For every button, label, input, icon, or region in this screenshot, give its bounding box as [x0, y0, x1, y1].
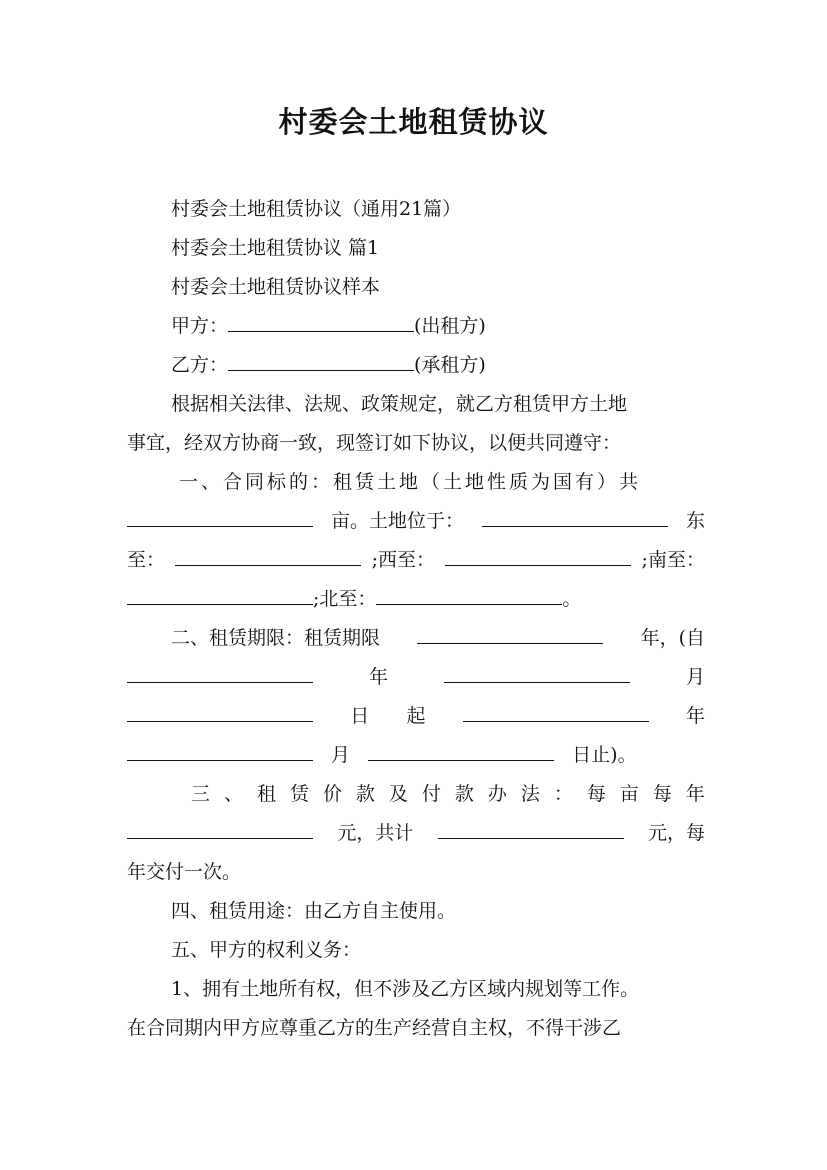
blank-field	[127, 504, 313, 527]
blank-field	[376, 582, 562, 605]
section-3-char: 三	[191, 783, 211, 805]
document-body	[127, 190, 705, 1048]
section-3-char: 法	[520, 783, 540, 805]
s2-day: 日	[350, 705, 370, 727]
blank-field	[127, 660, 313, 683]
section-3-char: 租	[256, 783, 276, 805]
s1-zhi: 至：	[127, 549, 166, 571]
blank-field	[445, 543, 631, 566]
blank-field	[127, 699, 313, 722]
section-3-char: 年	[685, 783, 705, 805]
section-1-line-3	[127, 541, 705, 580]
paragraph: 四、租赁用途：由乙方自主使用。	[171, 900, 457, 922]
section-3-char: ：	[553, 783, 573, 805]
section-2-line-4	[127, 736, 705, 775]
s3-yuan2: 元，每	[647, 822, 705, 844]
party-b-label: 乙方：	[171, 354, 229, 376]
section-3-line-2	[127, 814, 705, 853]
section-2-line-1	[127, 619, 705, 658]
s2-month2: 月	[331, 744, 351, 766]
paragraph: 在合同期内甲方应尊重乙方的生产经营自主权，不得干涉乙	[127, 1017, 622, 1039]
section-3-heading	[127, 775, 705, 814]
party-b-role: (承租方)	[414, 354, 486, 376]
section-3-char: 款	[355, 783, 375, 805]
paragraph: 村委会土地租赁协议（通用21篇）	[171, 198, 462, 220]
s3-yuan: 元，共计	[337, 822, 414, 844]
s2-year: 年	[368, 666, 388, 688]
section-3-char: 每	[586, 783, 606, 805]
blank-field	[368, 738, 554, 761]
paragraph: 1、拥有土地所有权，但不涉及乙方区域内规划等工作。	[171, 978, 640, 1000]
section-1-heading: 一、合同标的：租赁土地（土地性质为国有）共	[179, 471, 642, 493]
section-2-line-3	[127, 697, 705, 736]
section-3-char: 付	[421, 783, 441, 805]
s2-year2: 年	[685, 705, 705, 727]
paragraph: 村委会土地租赁协议 篇1	[171, 237, 380, 259]
document-title: 村委会土地租赁协议	[278, 105, 549, 139]
s1-east: 东	[685, 510, 705, 532]
paragraph: 事宜，经双方协商一致，现签订如下协议，以便共同遵守：	[127, 432, 622, 454]
section-3-char: 款	[454, 783, 474, 805]
section-3-char: 办	[487, 783, 507, 805]
s2-month: 月	[685, 666, 705, 688]
s2-a: 二、租赁期限：租赁期限	[171, 627, 381, 649]
section-3-char: 价	[322, 783, 342, 805]
blank-field	[463, 699, 649, 722]
party-a-role: (出租方)	[414, 315, 486, 337]
s1-mu: 亩。土地位于：	[330, 510, 464, 532]
section-3-char: 及	[388, 783, 408, 805]
party-a-label: 甲方：	[171, 315, 229, 337]
party-b-line	[127, 346, 705, 385]
section-1-line-4	[127, 580, 705, 619]
blank-field	[417, 621, 603, 644]
blank-field	[482, 504, 668, 527]
paragraph: 根据相关法律、法规、政策规定，就乙方租赁甲方土地	[171, 393, 628, 415]
s1-west: ;西至：	[371, 549, 435, 571]
s2-end: 日止)。	[572, 744, 637, 766]
section-1-line-2	[127, 502, 705, 541]
paragraph: 村委会土地租赁协议样本	[171, 276, 381, 298]
blank-field	[444, 660, 630, 683]
section-3-char: 亩	[619, 783, 639, 805]
blank-field	[127, 582, 313, 605]
blank-field	[438, 816, 624, 839]
paragraph: 五、甲方的权利义务：	[171, 939, 362, 961]
section-3-char: 每	[652, 783, 672, 805]
s1-south: ;南至：	[641, 549, 705, 571]
s2-b: 年，(自	[640, 627, 705, 649]
s2-qi: 起	[406, 705, 426, 727]
party-a-line	[127, 307, 705, 346]
blank-field	[228, 309, 414, 332]
blank-field	[127, 738, 313, 761]
s1-end: 。	[562, 588, 582, 610]
s1-north: ;北至：	[313, 588, 377, 610]
blank-field	[127, 816, 313, 839]
section-3-char: 赁	[289, 783, 309, 805]
blank-field	[228, 348, 414, 371]
blank-field	[175, 543, 361, 566]
section-2-line-2	[127, 658, 705, 697]
paragraph: 年交付一次。	[127, 861, 242, 883]
section-3-char: 、	[223, 783, 243, 805]
